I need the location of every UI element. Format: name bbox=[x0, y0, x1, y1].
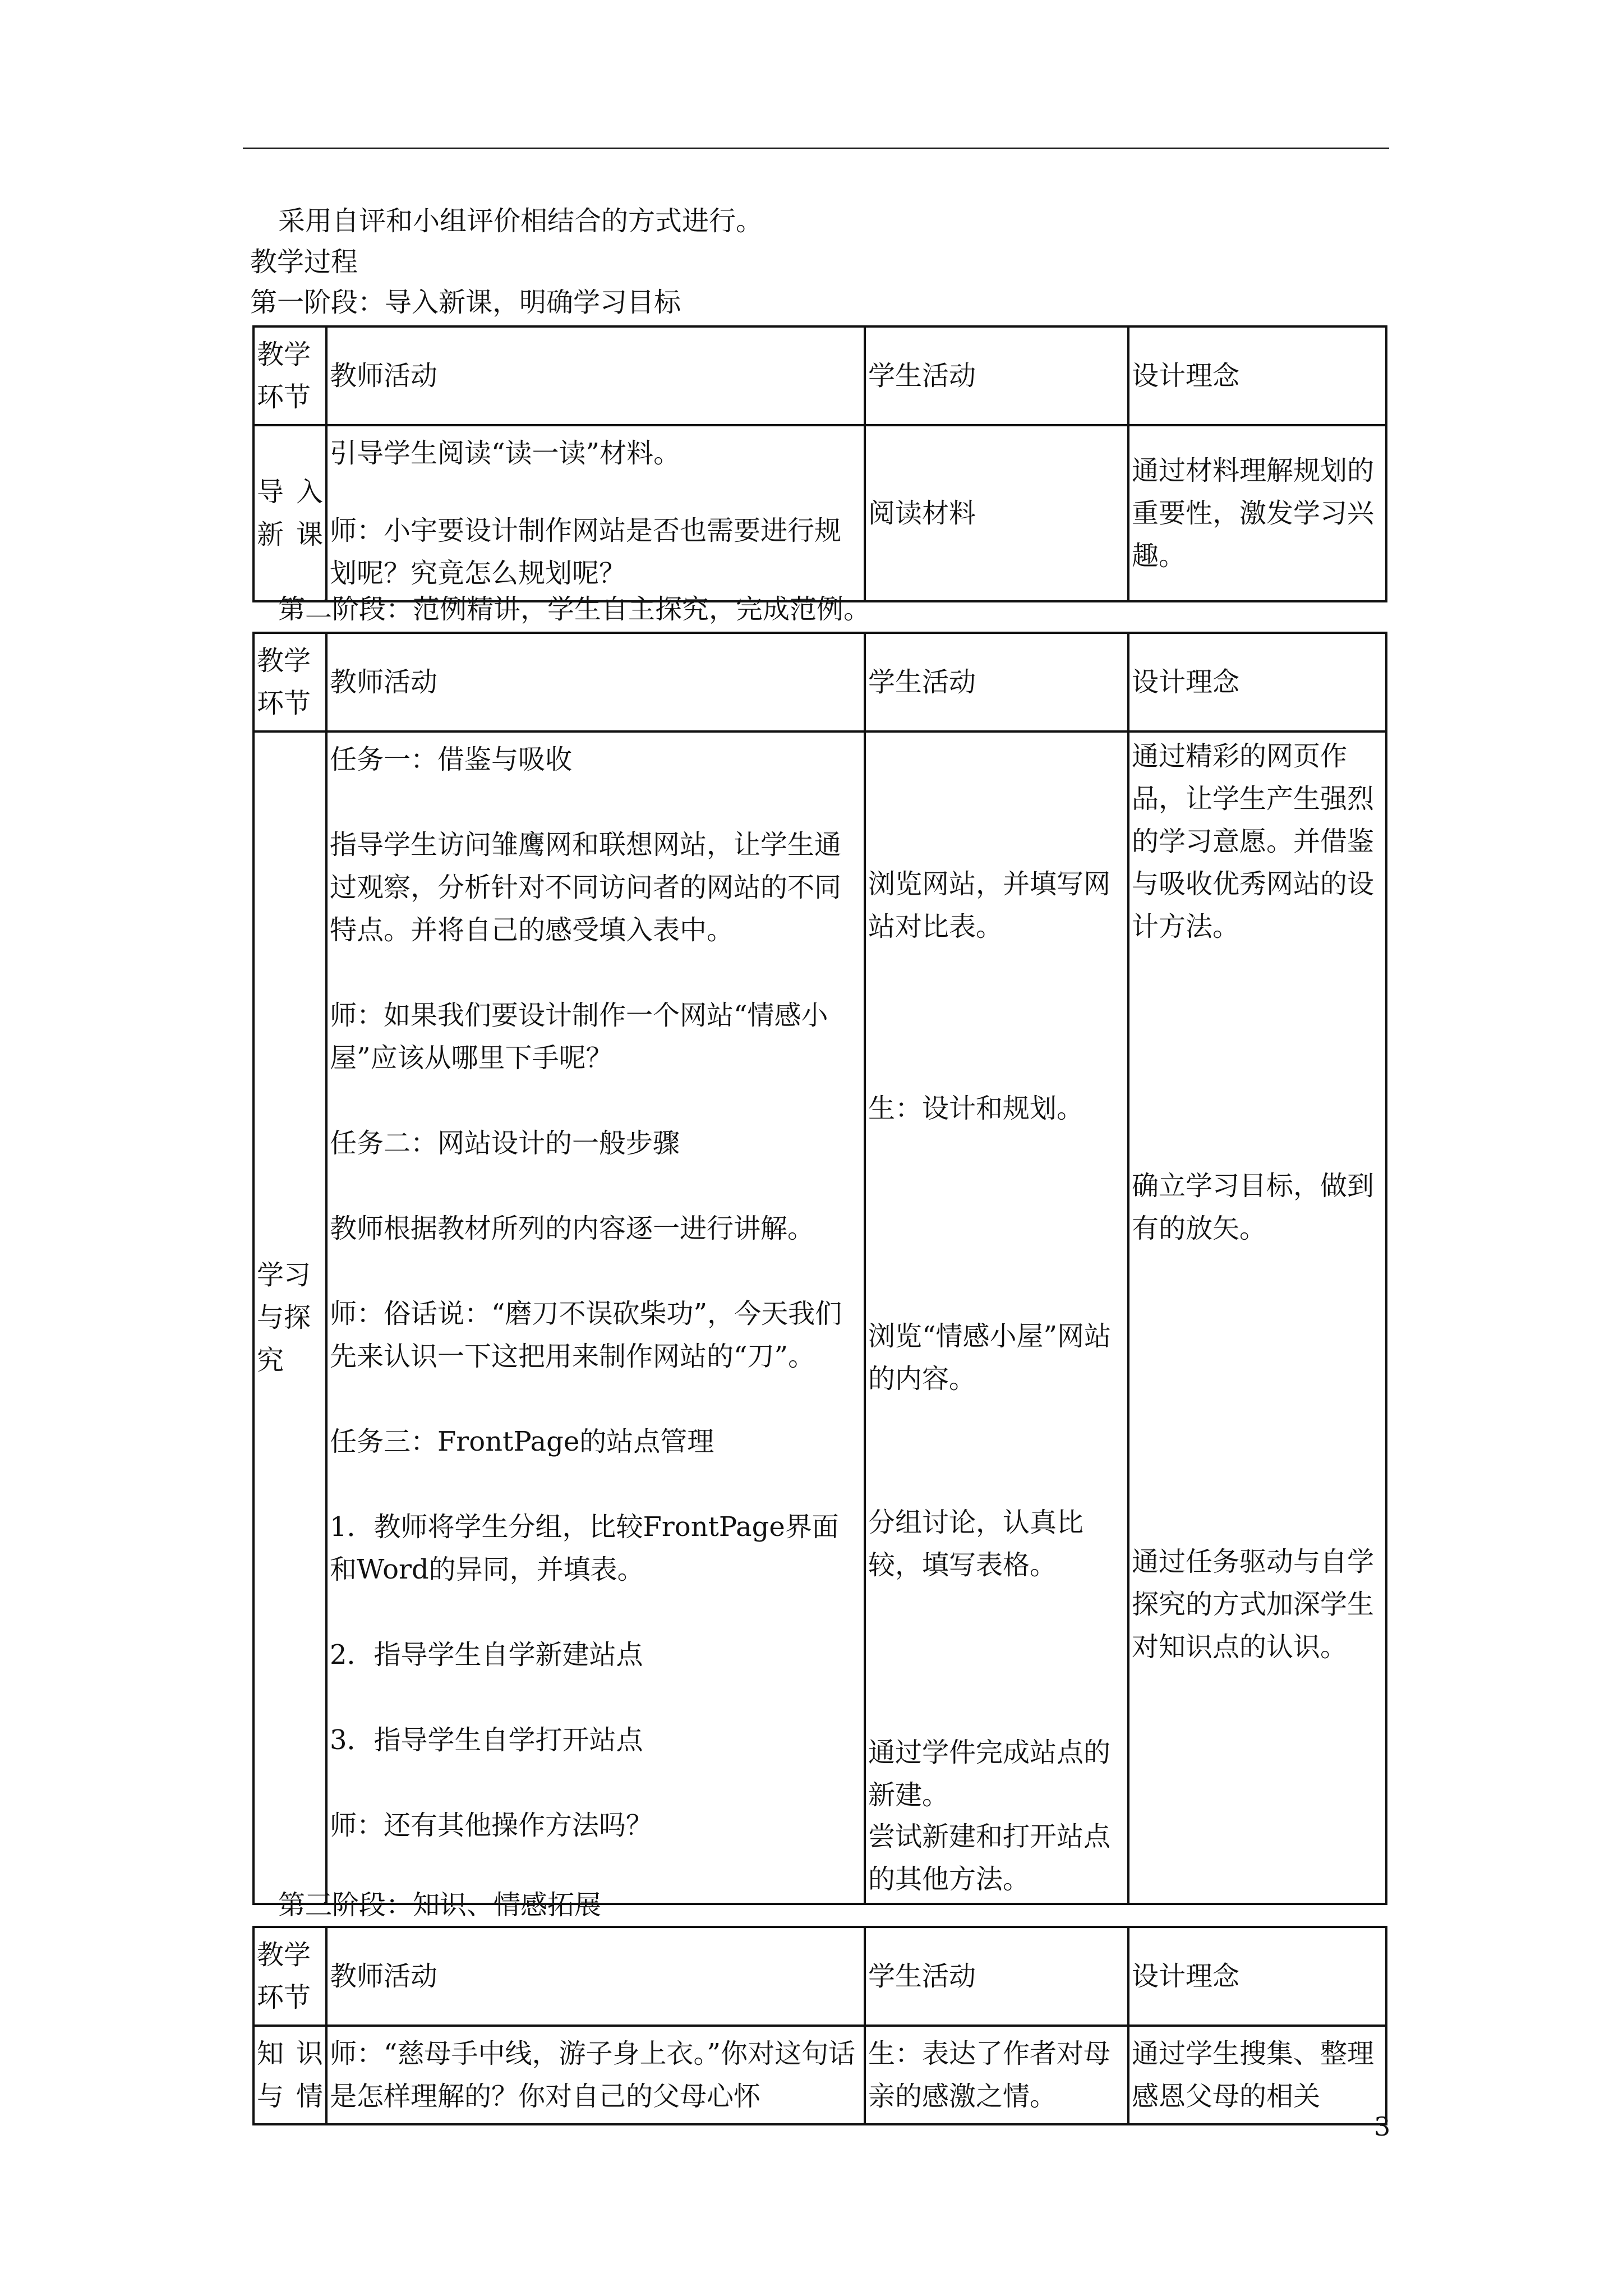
teacher-cell bbox=[326, 731, 865, 1904]
student-line: 尝试新建和打开站点的其他方法。 bbox=[868, 1821, 1111, 1895]
design-cell: 通过学生搜集、整理感恩父母的相关 bbox=[1128, 2026, 1386, 2124]
header-stage: 教学环节 bbox=[253, 1927, 326, 2026]
table-header-row bbox=[253, 1927, 1386, 2026]
header-design: 设计理念 bbox=[1128, 633, 1386, 731]
design-line: 确立学习目标，做到有的放矢。 bbox=[1132, 1170, 1375, 1244]
teacher-line: 任务三：FrontPage的站点管理 bbox=[330, 1426, 714, 1457]
stage-cell: 导入新课 bbox=[253, 425, 326, 601]
stage-cell: 知识与情 bbox=[253, 2026, 326, 2124]
stage3-heading: 第三阶段：知识、情感拓展 bbox=[278, 1889, 602, 1921]
teacher-line: 师：如果我们要设计制作一个网站“情感小屋”应该从哪里下手呢？ bbox=[330, 1000, 828, 1074]
teacher-line: 教师根据教材所列的内容逐一进行讲解。 bbox=[330, 1213, 815, 1244]
teacher-line: 任务二：网站设计的一般步骤 bbox=[330, 1128, 680, 1159]
table-row bbox=[253, 425, 1386, 601]
stage1-heading: 第一阶段：导入新课，明确学习目标 bbox=[250, 287, 681, 318]
teacher-line: 师：还有其他操作方法吗？ bbox=[330, 1810, 653, 1841]
teacher-line: 1．教师将学生分组，比较FrontPage界面和Word的异同，并填表。 bbox=[330, 1511, 839, 1585]
header-stage: 教学环节 bbox=[253, 326, 326, 425]
teacher-line: 引导学生阅读“读一读”材料。 bbox=[330, 438, 681, 469]
student-line: 分组讨论，认真比较，填写表格。 bbox=[868, 1507, 1084, 1581]
teacher-line: 师：小宇要设计制作网站是否也需要进行规划呢？究竟怎么规划呢？ bbox=[330, 515, 842, 589]
teacher-line: 指导学生访问雏鹰网和联想网站，让学生通过观察，分析针对不同访问者的网站的不同特点。并将自己的感受填入表中。 bbox=[330, 829, 842, 946]
student-line: 浏览网站，并填写网站对比表。 bbox=[868, 868, 1111, 942]
stage2-heading: 第二阶段：范例精讲，学生自主探究，完成范例。 bbox=[278, 593, 871, 625]
table-row bbox=[253, 731, 1386, 1904]
stage1-table bbox=[252, 325, 1387, 602]
header-rule bbox=[243, 148, 1389, 149]
student-cell: 阅读材料 bbox=[865, 425, 1128, 601]
page-number: 3 bbox=[1374, 2111, 1391, 2142]
teacher-line: 2．指导学生自学新建站点 bbox=[330, 1639, 643, 1671]
section-title: 教学过程 bbox=[250, 246, 358, 278]
student-line: 通过学件完成站点的新建。 bbox=[868, 1737, 1111, 1811]
header-student: 学生活动 bbox=[865, 633, 1128, 731]
design-line: 通过精彩的网页作品，让学生产生强烈的学习意愿。并借鉴与吸收优秀网站的设计方法。 bbox=[1132, 740, 1375, 942]
stage3-table bbox=[252, 1926, 1387, 2125]
teacher-cell bbox=[326, 425, 865, 601]
header-teacher: 教师活动 bbox=[326, 633, 865, 731]
student-cell: 生：表达了作者对母亲的感激之情。 bbox=[865, 2026, 1128, 2124]
header-teacher: 教师活动 bbox=[326, 1927, 865, 2026]
header-teacher: 教师活动 bbox=[326, 326, 865, 425]
student-line: 生：设计和规划。 bbox=[868, 1093, 1084, 1124]
teacher-line: 任务一：借鉴与吸收 bbox=[330, 744, 573, 775]
header-stage: 教学环节 bbox=[253, 633, 326, 731]
header-student: 学生活动 bbox=[865, 326, 1128, 425]
header-design: 设计理念 bbox=[1128, 326, 1386, 425]
teacher-line: 师：俗话说：“磨刀不误砍柴功”，今天我们先来认识一下这把用来制作网站的“刀”。 bbox=[330, 1298, 842, 1372]
table-header-row bbox=[253, 326, 1386, 425]
stage2-table bbox=[252, 632, 1387, 1905]
table-row bbox=[253, 2026, 1386, 2124]
stage-cell: 学习与探究 bbox=[253, 731, 326, 1904]
teacher-cell: 师：“慈母手中线，游子身上衣。”你对这句话是怎样理解的？你对自己的父母心怀 bbox=[326, 2026, 865, 2124]
teacher-line: 3．指导学生自学打开站点 bbox=[330, 1724, 643, 1756]
header-student: 学生活动 bbox=[865, 1927, 1128, 2026]
design-line: 通过任务驱动与自学探究的方式加深学生对知识点的认识。 bbox=[1132, 1546, 1375, 1663]
student-line: 浏览“情感小屋”网站的内容。 bbox=[868, 1320, 1112, 1395]
header-design: 设计理念 bbox=[1128, 1927, 1386, 2026]
design-cell: 通过材料理解规划的重要性，激发学习兴趣。 bbox=[1128, 425, 1386, 601]
table-header-row bbox=[253, 633, 1386, 731]
design-cell bbox=[1128, 731, 1386, 1904]
intro-paragraph: 采用自评和小组评价相结合的方式进行。 bbox=[278, 205, 763, 237]
student-cell bbox=[865, 731, 1128, 1904]
